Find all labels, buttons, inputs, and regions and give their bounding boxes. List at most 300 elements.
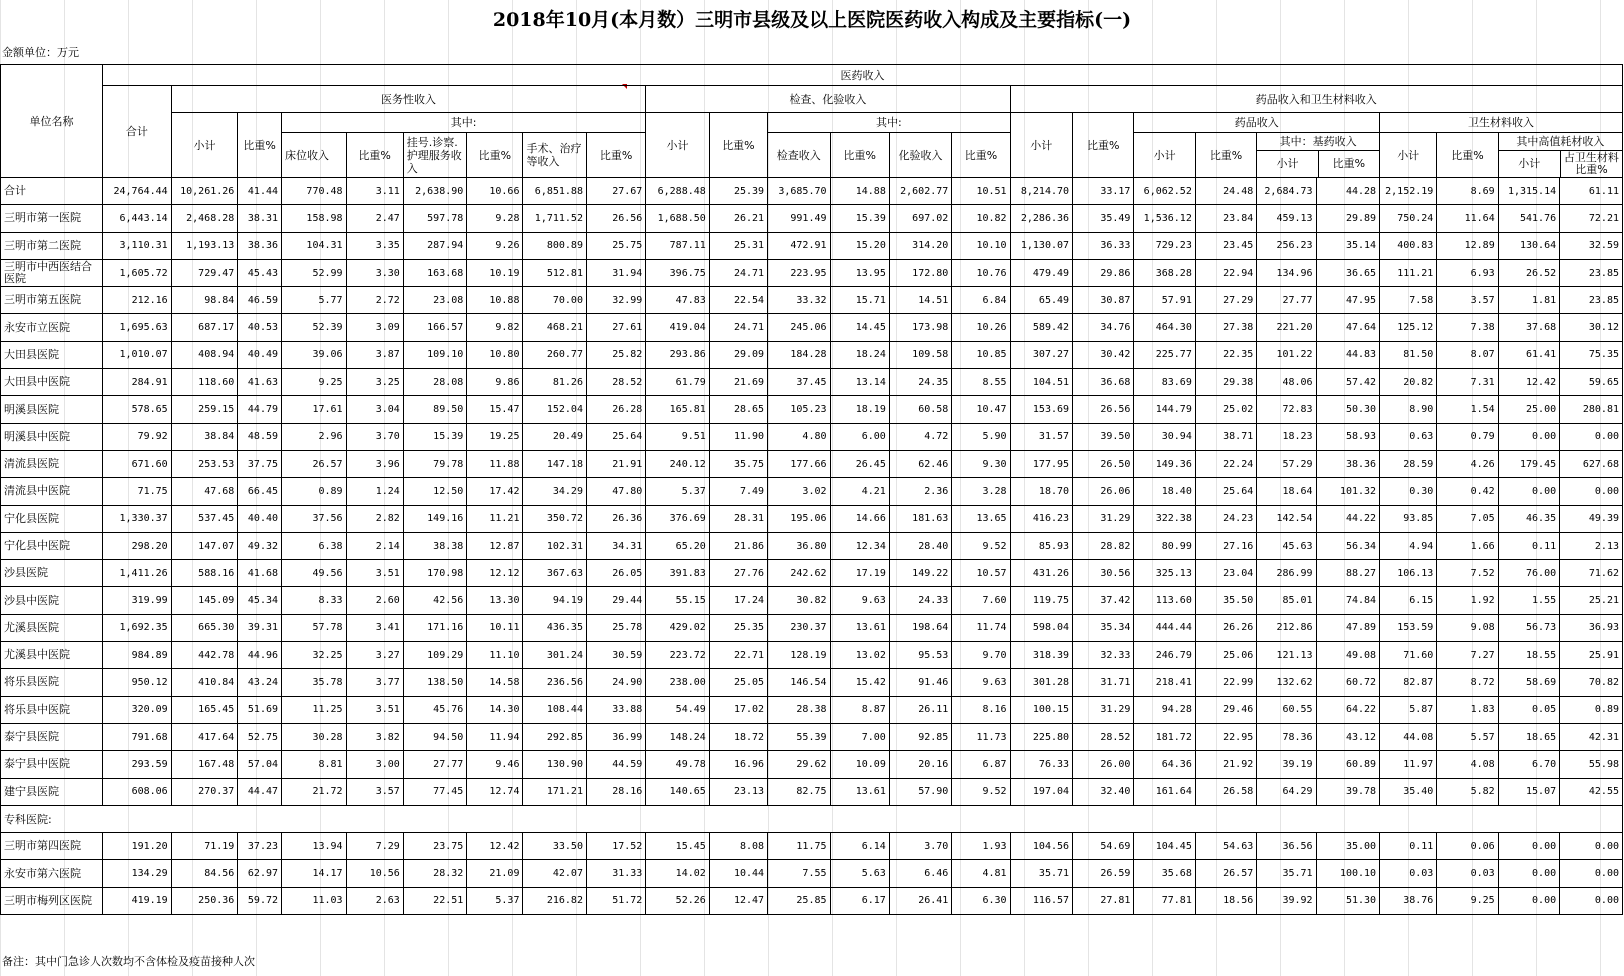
- table-cell: 64.22: [1316, 696, 1379, 723]
- table-cell: 195.06: [768, 505, 830, 532]
- table-cell: 165.45: [171, 696, 238, 723]
- table-cell: 94.28: [1134, 696, 1195, 723]
- table-cell: 7.05: [1437, 505, 1498, 532]
- table-cell: 325.13: [1134, 560, 1195, 587]
- table-cell: 25.21: [1560, 587, 1623, 614]
- table-cell: 29.86: [1073, 259, 1134, 286]
- table-cell: 0.00: [1498, 833, 1559, 860]
- table-cell: 20.49: [523, 423, 586, 450]
- table-cell: 15.45: [646, 833, 709, 860]
- table-cell: 33.88: [586, 696, 645, 723]
- table-cell: 25.64: [586, 423, 645, 450]
- table-cell: 36.33: [1073, 232, 1134, 259]
- table-cell: 6.15: [1380, 587, 1437, 614]
- table-cell: 27.81: [1073, 887, 1134, 914]
- table-cell: 25.85: [768, 887, 830, 914]
- table-cell: 1.54: [1437, 396, 1498, 423]
- table-cell: 24.90: [586, 669, 645, 696]
- table-cell: 47.64: [1316, 314, 1379, 341]
- table-cell: 26.41: [889, 887, 951, 914]
- table-cell: 11.90: [709, 423, 767, 450]
- table-cell: 0.63: [1380, 423, 1437, 450]
- table-cell: 0.00: [1560, 423, 1623, 450]
- table-cell: 537.45: [171, 505, 238, 532]
- table-cell: 301.28: [1010, 669, 1072, 696]
- table-cell: 3,685.70: [768, 178, 830, 205]
- table-cell: 24.33: [889, 587, 951, 614]
- table-cell: 5.87: [1380, 696, 1437, 723]
- table-cell: 410.84: [171, 669, 238, 696]
- table-cell: 4.26: [1437, 450, 1498, 477]
- table-cell: 468.21: [523, 314, 586, 341]
- table-cell: 26.57: [282, 450, 347, 477]
- table-cell: 14.17: [282, 860, 347, 887]
- table-cell: 13.61: [830, 614, 889, 641]
- table-cell: 28.16: [586, 778, 645, 805]
- table-cell: 293.86: [646, 341, 709, 368]
- table-cell: 307.27: [1010, 341, 1072, 368]
- table-cell: 26.26: [1195, 614, 1256, 641]
- table-cell: 32.99: [586, 287, 645, 314]
- table-cell: 1,315.14: [1498, 178, 1559, 205]
- table-cell: 1,711.52: [523, 205, 586, 232]
- row-unit-name: 三明市第四医院: [1, 833, 103, 860]
- table-cell: 6.30: [952, 887, 1010, 914]
- table-cell: 1.83: [1437, 696, 1498, 723]
- table-cell: 102.31: [523, 532, 586, 559]
- table-cell: 8.16: [952, 696, 1010, 723]
- table-cell: 71.60: [1380, 642, 1437, 669]
- table-cell: 2.96: [282, 423, 347, 450]
- table-cell: 8.33: [282, 587, 347, 614]
- table-row: [1, 532, 1623, 559]
- table-cell: 46.59: [238, 287, 282, 314]
- table-cell: 91.46: [889, 669, 951, 696]
- report-table: [0, 64, 1623, 915]
- table-cell: 118.60: [171, 369, 238, 396]
- table-cell: 256.23: [1257, 232, 1316, 259]
- table-cell: 36.93: [1560, 614, 1623, 641]
- table-cell: 9.28: [467, 205, 523, 232]
- table-cell: 16.96: [709, 751, 767, 778]
- table-cell: 36.80: [768, 532, 830, 559]
- table-cell: 223.72: [646, 642, 709, 669]
- table-cell: 665.30: [171, 614, 238, 641]
- table-cell: 431.26: [1010, 560, 1072, 587]
- table-cell: 57.04: [238, 751, 282, 778]
- table-cell: 0.00: [1498, 887, 1559, 914]
- table-cell: 46.35: [1498, 505, 1559, 532]
- table-cell: 396.75: [646, 259, 709, 286]
- table-cell: 13.94: [282, 833, 347, 860]
- row-unit-name: 清流县中医院: [1, 478, 103, 505]
- table-cell: 0.06: [1437, 833, 1498, 860]
- table-cell: 31.33: [586, 860, 645, 887]
- table-cell: 26.45: [830, 450, 889, 477]
- table-cell: 125.12: [1380, 314, 1437, 341]
- table-cell: 109.58: [889, 341, 951, 368]
- table-cell: 950.12: [103, 669, 172, 696]
- table-cell: 32.25: [282, 642, 347, 669]
- table-cell: 212.16: [103, 287, 172, 314]
- table-cell: 83.69: [1134, 369, 1195, 396]
- header-service-of-which: 其中:: [282, 113, 646, 133]
- table-cell: 6.84: [952, 287, 1010, 314]
- table-cell: 5.77: [282, 287, 347, 314]
- header-high-value-subtotal: 小计: [1499, 151, 1561, 177]
- table-cell: 18.64: [1257, 478, 1316, 505]
- table-cell: 58.93: [1316, 423, 1379, 450]
- table-cell: 11.97: [1380, 751, 1437, 778]
- table-cell: 60.55: [1257, 696, 1316, 723]
- table-cell: 12.42: [1498, 369, 1559, 396]
- table-cell: 671.60: [103, 450, 172, 477]
- table-cell: 45.76: [403, 696, 466, 723]
- table-cell: 77.81: [1134, 887, 1195, 914]
- table-cell: 11.21: [467, 505, 523, 532]
- table-cell: 0.00: [1560, 833, 1623, 860]
- page-title: 2018年10月(本月数）三明市县级及以上医院医药收入构成及主要指标(一): [492, 9, 1132, 31]
- table-body-special: [1, 833, 1623, 915]
- table-cell: 287.94: [403, 232, 466, 259]
- table-cell: 3.09: [346, 314, 403, 341]
- unit-label: 金额单位：万元: [2, 46, 79, 59]
- table-cell: 472.91: [768, 232, 830, 259]
- table-cell: 84.56: [171, 860, 238, 887]
- table-cell: 14.58: [467, 669, 523, 696]
- table-cell: 60.58: [889, 396, 951, 423]
- table-cell: 216.82: [523, 887, 586, 914]
- table-row: [1, 341, 1623, 368]
- table-cell: 588.16: [171, 560, 238, 587]
- table-cell: 43.24: [238, 669, 282, 696]
- table-cell: 292.85: [523, 723, 586, 750]
- table-cell: 23.04: [1195, 560, 1256, 587]
- table-cell: 367.63: [523, 560, 586, 587]
- table-cell: 31.57: [1010, 423, 1072, 450]
- table-row: [1, 887, 1623, 914]
- table-cell: 212.86: [1257, 614, 1316, 641]
- table-cell: 7.29: [346, 833, 403, 860]
- table-cell: 5.90: [952, 423, 1010, 450]
- table-cell: 26.50: [1073, 450, 1134, 477]
- header-registration-income: 挂号.诊察.护理服务收入: [403, 133, 466, 178]
- table-cell: 293.59: [103, 751, 172, 778]
- table-row: [1, 642, 1623, 669]
- table-cell: 6.46: [889, 860, 951, 887]
- table-cell: 40.49: [238, 341, 282, 368]
- table-cell: 30.59: [586, 642, 645, 669]
- table-cell: 181.72: [1134, 723, 1195, 750]
- header-lab-income: 化验收入: [889, 133, 951, 178]
- table-header: [1, 65, 1623, 178]
- table-cell: 147.18: [523, 450, 586, 477]
- table-cell: 35.40: [1380, 778, 1437, 805]
- header-base-drug-subtotal: 小计: [1257, 151, 1318, 177]
- table-cell: 64.36: [1134, 751, 1195, 778]
- table-row: [1, 669, 1623, 696]
- table-cell: 512.81: [523, 259, 586, 286]
- table-cell: 9.46: [467, 751, 523, 778]
- table-cell: 51.72: [586, 887, 645, 914]
- table-cell: 18.65: [1498, 723, 1559, 750]
- table-cell: 10.19: [467, 259, 523, 286]
- table-cell: 24.48: [1195, 178, 1256, 205]
- table-cell: 49.56: [282, 560, 347, 587]
- header-exam-only-income: 检查收入: [768, 133, 830, 178]
- table-cell: 62.46: [889, 450, 951, 477]
- table-cell: 2.13: [1560, 532, 1623, 559]
- header-drug-subtotal: 小计: [1010, 113, 1072, 178]
- header-high-value-group: [1498, 133, 1622, 178]
- table-cell: 41.44: [238, 178, 282, 205]
- table-cell: 108.44: [523, 696, 586, 723]
- table-cell: 29.62: [768, 751, 830, 778]
- table-cell: 2,468.28: [171, 205, 238, 232]
- table-cell: 2,638.90: [403, 178, 466, 205]
- table-cell: 22.35: [1195, 341, 1256, 368]
- table-cell: 0.89: [1560, 696, 1623, 723]
- table-cell: 28.65: [709, 396, 767, 423]
- table-cell: 35.34: [1073, 614, 1134, 641]
- table-cell: 52.75: [238, 723, 282, 750]
- table-cell: 170.98: [403, 560, 466, 587]
- table-cell: 5.63: [830, 860, 889, 887]
- table-cell: 47.83: [646, 287, 709, 314]
- table-cell: 18.19: [830, 396, 889, 423]
- table-cell: 9.63: [830, 587, 889, 614]
- table-cell: 9.70: [952, 642, 1010, 669]
- table-cell: 6,443.14: [103, 205, 172, 232]
- row-unit-name: 沙县中医院: [1, 587, 103, 614]
- table-cell: 81.26: [523, 369, 586, 396]
- table-cell: 578.65: [103, 396, 172, 423]
- table-cell: 38.71: [1195, 423, 1256, 450]
- table-cell: 464.30: [1134, 314, 1195, 341]
- table-cell: 7.31: [1437, 369, 1498, 396]
- table-cell: 2.47: [346, 205, 403, 232]
- table-cell: 29.38: [1195, 369, 1256, 396]
- table-cell: 627.68: [1560, 450, 1623, 477]
- table-cell: 0.00: [1498, 423, 1559, 450]
- table-cell: 39.19: [1257, 751, 1316, 778]
- table-cell: 28.08: [403, 369, 466, 396]
- header-medical-income: 医药收入: [103, 65, 1623, 86]
- table-cell: 2.63: [346, 887, 403, 914]
- table-cell: 94.19: [523, 587, 586, 614]
- table-cell: 71.62: [1560, 560, 1623, 587]
- table-cell: 13.65: [952, 505, 1010, 532]
- table-cell: 55.15: [646, 587, 709, 614]
- table-cell: 37.45: [768, 369, 830, 396]
- table-cell: 6,851.88: [523, 178, 586, 205]
- table-cell: 70.00: [523, 287, 586, 314]
- table-cell: 3.11: [346, 178, 403, 205]
- table-cell: 40.53: [238, 314, 282, 341]
- header-exam-only-ratio: 比重%: [830, 133, 889, 178]
- table-cell: 121.13: [1257, 642, 1316, 669]
- table-cell: 12.12: [467, 560, 523, 587]
- header-service-subtotal: 小计: [171, 113, 238, 178]
- table-cell: 48.06: [1257, 369, 1316, 396]
- table-row: [1, 423, 1623, 450]
- table-cell: 36.56: [1257, 833, 1316, 860]
- table-cell: 991.49: [768, 205, 830, 232]
- table-cell: 10.11: [467, 614, 523, 641]
- table-cell: 301.24: [523, 642, 586, 669]
- table-cell: 246.79: [1134, 642, 1195, 669]
- table-cell: 4.21: [830, 478, 889, 505]
- table-cell: 17.42: [467, 478, 523, 505]
- table-cell: 10.66: [467, 178, 523, 205]
- table-cell: 22.54: [709, 287, 767, 314]
- table-cell: 38.76: [1380, 887, 1437, 914]
- table-cell: 10.57: [952, 560, 1010, 587]
- table-cell: 0.00: [1560, 478, 1623, 505]
- table-cell: 35.75: [709, 450, 767, 477]
- table-cell: 9.51: [646, 423, 709, 450]
- table-cell: 106.13: [1380, 560, 1437, 587]
- table-cell: 25.05: [709, 669, 767, 696]
- table-cell: 39.31: [238, 614, 282, 641]
- table-cell: 11.75: [768, 833, 830, 860]
- table-cell: 11.64: [1437, 205, 1498, 232]
- table-cell: 10,261.26: [171, 178, 238, 205]
- row-unit-name: 合计: [1, 178, 103, 205]
- table-cell: 47.95: [1316, 287, 1379, 314]
- table-row: [1, 696, 1623, 723]
- header-bed-income: 床位收入: [282, 133, 347, 178]
- table-cell: 11.73: [952, 723, 1010, 750]
- table-cell: 89.50: [403, 396, 466, 423]
- table-cell: 134.96: [1257, 259, 1316, 286]
- table-cell: 28.32: [403, 860, 466, 887]
- table-cell: 729.23: [1134, 232, 1195, 259]
- header-drug-only-subtotal: 小计: [1134, 133, 1195, 178]
- table-cell: 109.29: [403, 642, 466, 669]
- table-cell: 1.66: [1437, 532, 1498, 559]
- table-cell: 149.36: [1134, 450, 1195, 477]
- table-row: [1, 723, 1623, 750]
- table-cell: 27.77: [403, 751, 466, 778]
- table-cell: 253.53: [171, 450, 238, 477]
- table-cell: 51.69: [238, 696, 282, 723]
- table-cell: 158.98: [282, 205, 347, 232]
- table-cell: 6.17: [830, 887, 889, 914]
- table-cell: 12.50: [403, 478, 466, 505]
- table-cell: 416.23: [1010, 505, 1072, 532]
- table-cell: 30.12: [1560, 314, 1623, 341]
- table-cell: 1.81: [1498, 287, 1559, 314]
- table-cell: 47.80: [586, 478, 645, 505]
- table-cell: 7.27: [1437, 642, 1498, 669]
- table-cell: 0.42: [1437, 478, 1498, 505]
- table-cell: 17.19: [830, 560, 889, 587]
- table-row: [1, 450, 1623, 477]
- table-cell: 35.78: [282, 669, 347, 696]
- table-cell: 36.65: [1316, 259, 1379, 286]
- table-cell: 15.20: [830, 232, 889, 259]
- table-cell: 138.50: [403, 669, 466, 696]
- table-cell: 48.59: [238, 423, 282, 450]
- table-cell: 171.16: [403, 614, 466, 641]
- table-cell: 3.35: [346, 232, 403, 259]
- header-high-value-ratio: 占卫生材料比重%: [1563, 151, 1619, 176]
- table-cell: 27.67: [586, 178, 645, 205]
- table-cell: 5.37: [467, 887, 523, 914]
- table-cell: 0.03: [1437, 860, 1498, 887]
- table-cell: 93.85: [1380, 505, 1437, 532]
- table-cell: 34.29: [523, 478, 586, 505]
- table-cell: 10.26: [952, 314, 1010, 341]
- table-cell: 64.29: [1257, 778, 1316, 805]
- header-surgery-income: 手术、治疗等收入: [523, 133, 586, 178]
- table-cell: 82.87: [1380, 669, 1437, 696]
- table-row: [1, 232, 1623, 259]
- row-unit-name: 大田县中医院: [1, 369, 103, 396]
- table-cell: 15.42: [830, 669, 889, 696]
- table-cell: 54.63: [1195, 833, 1256, 860]
- table-cell: 165.81: [646, 396, 709, 423]
- row-unit-name: 沙县医院: [1, 560, 103, 587]
- table-cell: 17.61: [282, 396, 347, 423]
- table-cell: 2.14: [346, 532, 403, 559]
- table-cell: 14.45: [830, 314, 889, 341]
- table-cell: 319.99: [103, 587, 172, 614]
- table-cell: 58.69: [1498, 669, 1559, 696]
- table-cell: 12.87: [467, 532, 523, 559]
- table-cell: 173.98: [889, 314, 951, 341]
- table-cell: 36.99: [586, 723, 645, 750]
- table-cell: 171.21: [523, 778, 586, 805]
- table-cell: 104.31: [282, 232, 347, 259]
- table-cell: 2.60: [346, 587, 403, 614]
- table-cell: 71.19: [171, 833, 238, 860]
- table-cell: 8.90: [1380, 396, 1437, 423]
- table-cell: 79.78: [403, 450, 466, 477]
- table-cell: 10.47: [952, 396, 1010, 423]
- header-drug-material-income: 药品收入和卫生材料收入: [1010, 86, 1622, 113]
- table-cell: 49.08: [1316, 642, 1379, 669]
- table-cell: 61.41: [1498, 341, 1559, 368]
- table-cell: 3.51: [346, 560, 403, 587]
- table-cell: 8.87: [830, 696, 889, 723]
- table-cell: 1,692.35: [103, 614, 172, 641]
- table-cell: 42.56: [403, 587, 466, 614]
- table-cell: 0.00: [1498, 478, 1559, 505]
- table-cell: 9.25: [282, 369, 347, 396]
- table-cell: 30.28: [282, 723, 347, 750]
- table-cell: 27.16: [1195, 532, 1256, 559]
- table-cell: 9.86: [467, 369, 523, 396]
- table-cell: 32.33: [1073, 642, 1134, 669]
- table-cell: 221.20: [1257, 314, 1316, 341]
- table-cell: 1,010.07: [103, 341, 172, 368]
- table-row: [1, 751, 1623, 778]
- table-cell: 12.74: [467, 778, 523, 805]
- table-cell: 26.06: [1073, 478, 1134, 505]
- table-cell: 109.10: [403, 341, 466, 368]
- table-cell: 49.78: [646, 751, 709, 778]
- row-unit-name: 宁化县中医院: [1, 532, 103, 559]
- table-cell: 12.89: [1437, 232, 1498, 259]
- table-cell: 198.64: [889, 614, 951, 641]
- table-cell: 3.96: [346, 450, 403, 477]
- table-cell: 10.51: [952, 178, 1010, 205]
- table-cell: 149.22: [889, 560, 951, 587]
- table-cell: 30.56: [1073, 560, 1134, 587]
- table-cell: 26.58: [1195, 778, 1256, 805]
